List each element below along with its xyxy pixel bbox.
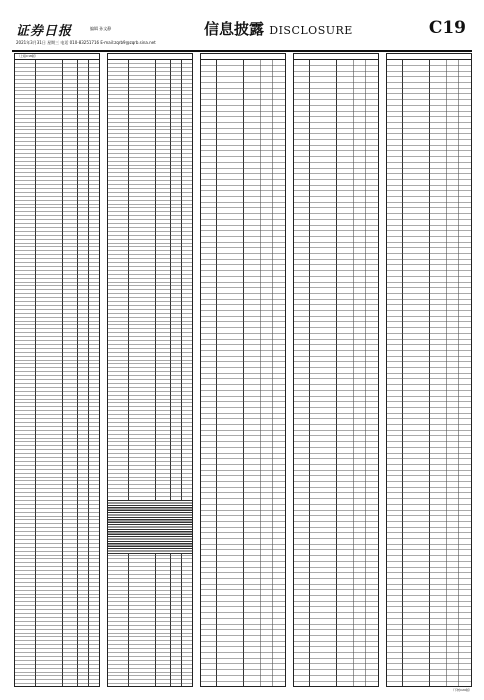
column-2-table [108, 60, 192, 686]
column-5-table [387, 60, 471, 686]
editor-credit: 编辑 孙文静 [90, 26, 112, 31]
section-title-cn: 信息披露 [204, 20, 265, 38]
continued-note: （下转C20版） [451, 688, 472, 692]
table-column-5 [386, 53, 472, 687]
dateline: 2021年3月31日 星期三 电话 010-83251716 E-mail:zqrb9@zqrb.sina.net [16, 40, 156, 45]
newspaper-logo: 证券日报 [16, 24, 73, 39]
column-1-table [15, 60, 99, 686]
column-1-title: （上接C18版） [15, 54, 99, 60]
masthead [12, 16, 472, 48]
section-title [204, 18, 353, 39]
column-4-table [294, 60, 378, 686]
column-3-table [201, 60, 285, 686]
table-column-4 [293, 53, 379, 687]
table-column-3 [200, 53, 286, 687]
page-number: C19 [428, 18, 466, 38]
section-title-en: DISCLOSURE [269, 24, 353, 37]
masthead-rule [12, 50, 472, 52]
disclosure-sheet [14, 53, 472, 689]
table-column-2 [107, 53, 193, 687]
table-column-1 [14, 53, 100, 687]
column-2-dense-band [108, 500, 192, 554]
